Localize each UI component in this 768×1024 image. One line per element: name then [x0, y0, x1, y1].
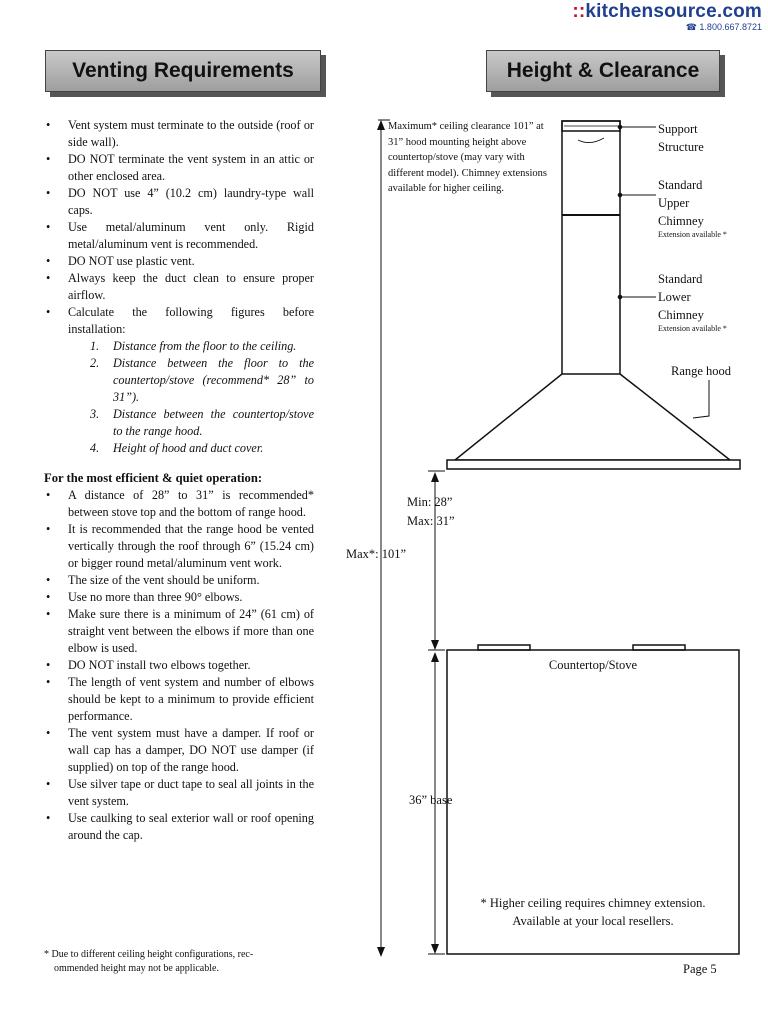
base-height-label: 36” base [409, 793, 453, 807]
list-item: • A distance of 28” to 31” is recommended* between stove top and the bottom of range hood. [44, 487, 314, 521]
note-line: * Higher ceiling requires chimney extension. [480, 896, 706, 910]
max-height-label: Max: 31” [407, 514, 455, 528]
max-ceiling-clearance-note: Maximum* ceiling clearance 101” at 31” hood mounting height above countertop/stove (may vary with different model). Chimney extensions available for higher ceiling. [388, 121, 548, 194]
logo-name: kitchensource [585, 1, 717, 22]
range-hood-chimney [562, 121, 620, 374]
list-item: • DO NOT use plastic vent. [44, 253, 314, 270]
max-ceiling-label: Max*: 101” [346, 547, 407, 561]
support-structure-label [658, 120, 704, 156]
step-number: 1. [90, 339, 100, 353]
label-line: Chimney [658, 308, 704, 322]
efficient-operation-heading: For the most efficient & quiet operation: [44, 471, 263, 485]
range-hood-label: Range hood [671, 364, 732, 378]
step-number: 2. [90, 356, 100, 370]
range-hood-canopy [447, 374, 740, 469]
logo-dots: :: [572, 1, 586, 22]
footnote-line: ommended height may not be applicable. [54, 963, 219, 974]
list-item-text: Calculate the following figures before installation: [68, 305, 314, 336]
chimney-extension-note [448, 894, 738, 930]
list-item: • Use no more than three 90° elbows. [44, 589, 314, 606]
label-line: Standard [658, 178, 703, 192]
list-item: • DO NOT install two elbows together. [44, 657, 314, 674]
list-item: • The vent system must have a damper. If roof or wall cap has a damper, DO NOT use damper (if supplied) on top of the range hood. [44, 725, 314, 776]
label-line: Standard [658, 272, 703, 286]
countertop-stove-label: Countertop/Stove [548, 658, 638, 672]
list-item: • The length of vent system and number of elbows should be kept to a minimum to provide efficient performance. [44, 674, 314, 725]
label-line: Support [658, 122, 698, 136]
step-text: Distance between the countertop/stove to the range hood. [113, 407, 314, 438]
max-height-dimension-line [377, 120, 390, 957]
min-height-label: Min: 28” [407, 495, 453, 509]
label-line: Chimney [658, 214, 704, 228]
step-text: Height of hood and duct cover. [113, 441, 264, 455]
list-item: • Use metal/aluminum vent only. Rigid metal/aluminum vent is recommended. [44, 219, 314, 253]
height-clearance-title: Height & Clearance [486, 50, 720, 92]
step-number: 4. [90, 441, 100, 455]
phone-number: ☎ 1.800.667.8721 [685, 22, 762, 32]
list-item: • Make sure there is a minimum of 24” (61 cm) of straight vent between the elbows if more than one elbow is used. [44, 606, 314, 657]
logo-tld: .com [716, 1, 762, 22]
upper-chimney-label [658, 176, 727, 240]
label-line: Lower [658, 290, 691, 304]
extension-note: Extension available * [658, 230, 727, 239]
list-item: • Vent system must terminate to the outside (roof or side wall). [44, 117, 314, 151]
label-line: Structure [658, 140, 704, 154]
list-item: • It is recommended that the range hood be vented vertically through the roof through 6” (15.24 cm) or bigger round metal/aluminum vent work. [44, 521, 314, 572]
step-text: Distance from the floor to the ceiling. [113, 339, 297, 353]
list-item: • The size of the vent should be uniform. [44, 572, 314, 589]
list-item: • DO NOT use 4” (10.2 cm) laundry-type wall caps. [44, 185, 314, 219]
list-item: • DO NOT terminate the vent system in an attic or other enclosed area. [44, 151, 314, 185]
step-number: 3. [90, 407, 100, 421]
extension-note: Extension available * [658, 324, 727, 333]
list-item: • Use silver tape or duct tape to seal all joints in the vent system. [44, 776, 314, 810]
note-line: Available at your local resellers. [512, 914, 674, 928]
list-item: • Always keep the duct clean to ensure proper airflow. [44, 270, 314, 304]
step-text: Distance between the floor to the countertop/stove (recommend* 28” to 31”). [113, 356, 314, 404]
page-number: Page 5 [683, 962, 717, 976]
venting-requirements-title: Venting Requirements [45, 50, 321, 92]
list-item: • Use caulking to seal exterior wall or roof opening around the cap. [44, 810, 314, 844]
lower-chimney-label [658, 270, 727, 334]
footnote-line: * Due to different ceiling height configurations, rec- [44, 949, 254, 960]
label-line: Upper [658, 196, 690, 210]
